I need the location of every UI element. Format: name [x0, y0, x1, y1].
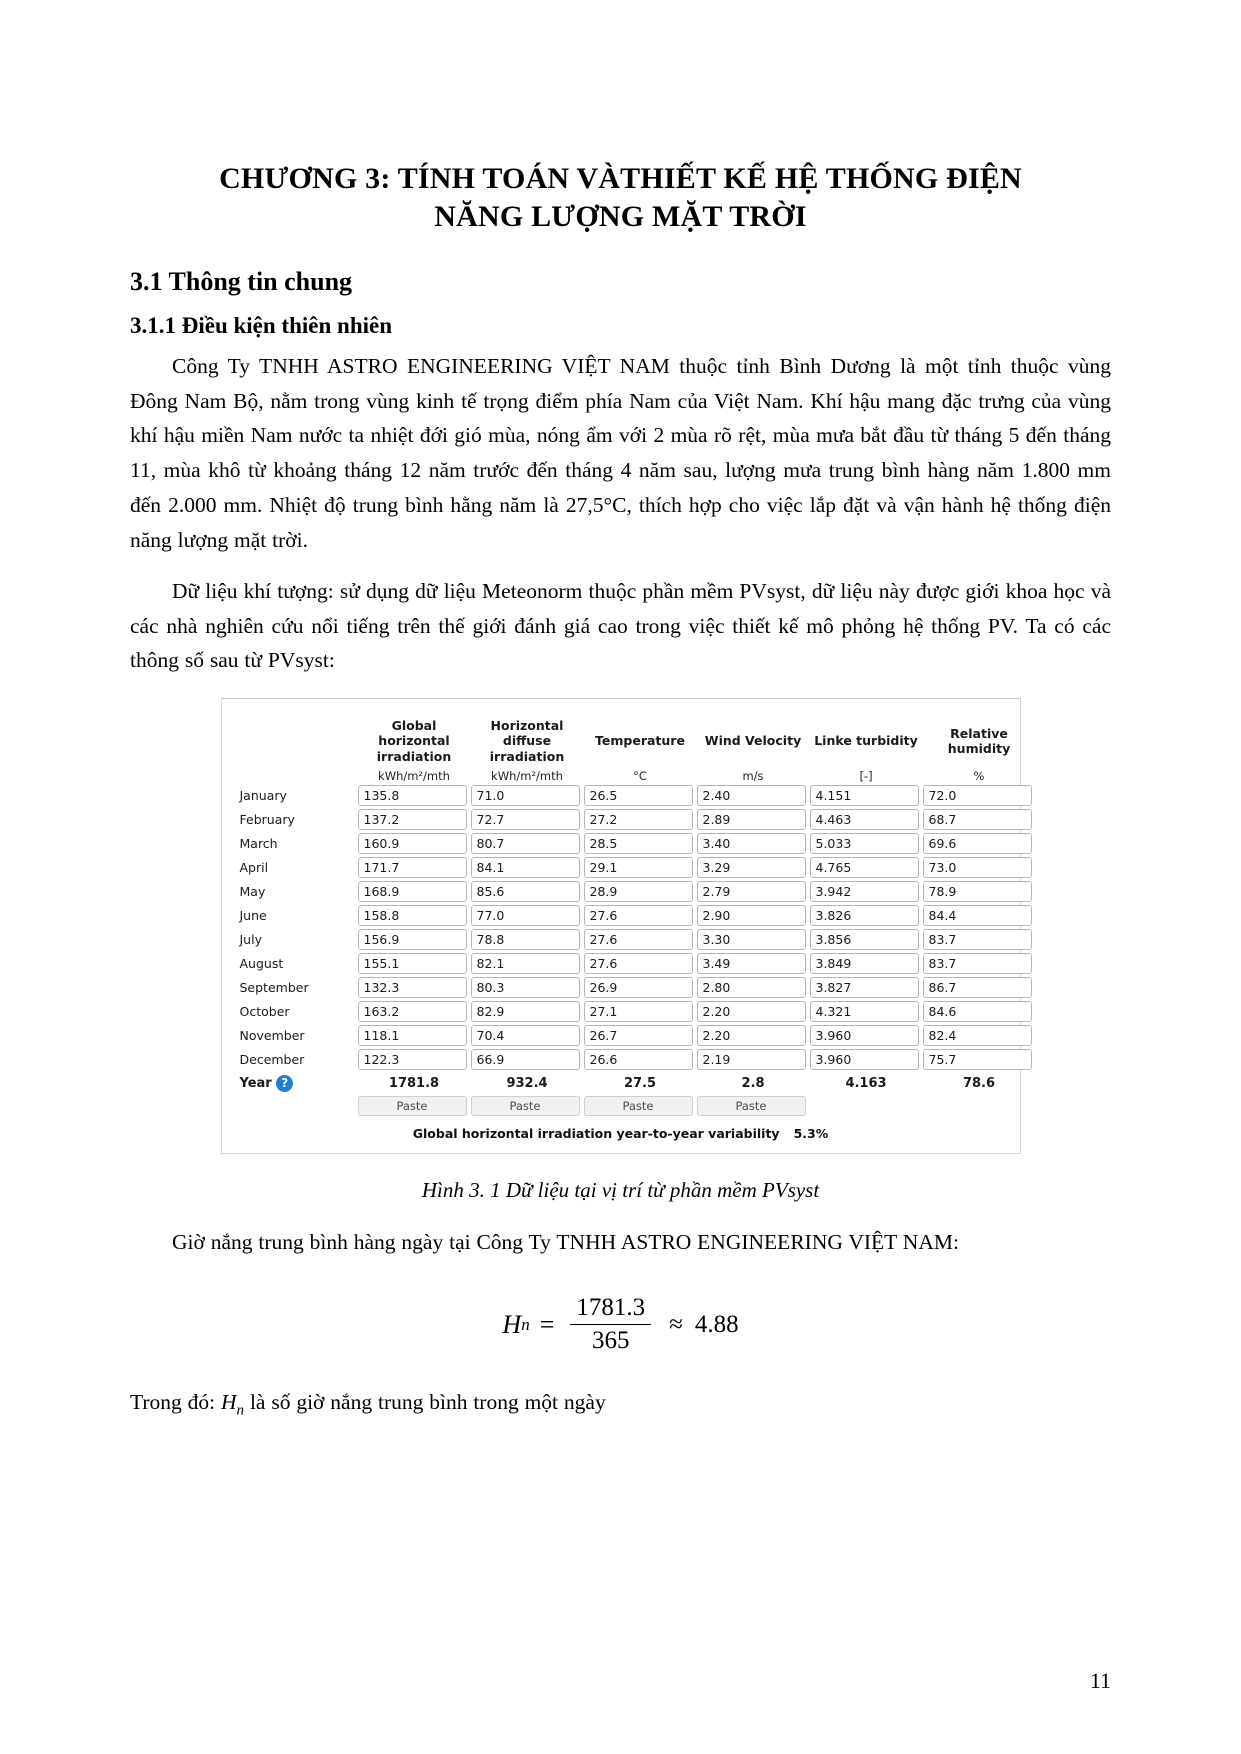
- value-field[interactable]: 29.1: [584, 857, 693, 878]
- table-row: [240, 951, 1036, 975]
- value-field[interactable]: 122.3: [358, 1049, 467, 1070]
- header-global-horizontal-irradiation: Global horizontal irradiation: [376, 717, 452, 765]
- cell-linke-turbidity: [810, 807, 923, 831]
- value-field[interactable]: 2.20: [697, 1025, 806, 1046]
- cell-relative-humidity: [923, 831, 1036, 855]
- value-field[interactable]: 5.033: [810, 833, 919, 854]
- cell-horizontal-diffuse-irradiation: [471, 975, 584, 999]
- cell-relative-humidity: [923, 999, 1036, 1023]
- value-field[interactable]: 27.6: [584, 953, 693, 974]
- value-field[interactable]: 137.2: [358, 809, 467, 830]
- value-field[interactable]: 77.0: [471, 905, 580, 926]
- value-field[interactable]: 27.1: [584, 1001, 693, 1022]
- value-field[interactable]: 2.90: [697, 905, 806, 926]
- cell-linke-turbidity: [810, 783, 923, 807]
- cell-wind-velocity: [697, 927, 810, 951]
- table-row: [240, 783, 1036, 807]
- cell-temperature: [584, 999, 697, 1023]
- table-row: [240, 999, 1036, 1023]
- value-field[interactable]: 26.9: [584, 977, 693, 998]
- value-field[interactable]: 75.7: [923, 1049, 1032, 1070]
- chapter-title-line2: NĂNG LƯỢNG MẶT TRỜI: [434, 200, 807, 234]
- cell-global-horizontal-irradiation: [358, 783, 471, 807]
- value-field[interactable]: 2.89: [697, 809, 806, 830]
- cell-horizontal-diffuse-irradiation: [471, 879, 584, 903]
- chapter-title: [160, 160, 1081, 237]
- table-header-row-titles: [240, 713, 1036, 769]
- value-field[interactable]: 82.1: [471, 953, 580, 974]
- cell-relative-humidity: [923, 1047, 1036, 1071]
- cell-global-horizontal-irradiation: [358, 807, 471, 831]
- year-value-wind-velocity: 2.8: [741, 1076, 765, 1092]
- cell-horizontal-diffuse-irradiation: [471, 855, 584, 879]
- month-label: May: [239, 883, 266, 899]
- unit-relative-humidity: %: [973, 769, 985, 784]
- cell-wind-velocity: [697, 1047, 810, 1071]
- cell-wind-velocity: [697, 783, 810, 807]
- value-field[interactable]: 4.151: [810, 785, 919, 806]
- value-field[interactable]: 4.463: [810, 809, 919, 830]
- unit-month-blank: [240, 769, 358, 783]
- value-field[interactable]: 83.7: [923, 953, 1032, 974]
- cell-linke-turbidity: [810, 831, 923, 855]
- cell-temperature: [584, 807, 697, 831]
- value-field[interactable]: 82.9: [471, 1001, 580, 1022]
- cell-global-horizontal-irradiation: [358, 951, 471, 975]
- month-label: November: [239, 1027, 305, 1043]
- value-field[interactable]: 26.7: [584, 1025, 693, 1046]
- cell-temperature: [584, 855, 697, 879]
- value-field[interactable]: 84.6: [923, 1001, 1032, 1022]
- value-field[interactable]: 27.2: [584, 809, 693, 830]
- cell-global-horizontal-irradiation: [358, 999, 471, 1023]
- formula-subscript: n: [521, 1314, 530, 1334]
- paste-button-horizontal-diffuse-irradiation[interactable]: Paste: [471, 1096, 580, 1116]
- value-field[interactable]: 2.80: [697, 977, 806, 998]
- cell-horizontal-diffuse-irradiation: [471, 1023, 584, 1047]
- cell-horizontal-diffuse-irradiation: [471, 831, 584, 855]
- cell-relative-humidity: [923, 951, 1036, 975]
- paragraph-variable-definition: [130, 1385, 1111, 1423]
- value-field[interactable]: 3.826: [810, 905, 919, 926]
- cell-wind-velocity: [697, 855, 810, 879]
- table-row: [240, 831, 1036, 855]
- month-label: August: [239, 955, 284, 971]
- cell-global-horizontal-irradiation: [358, 855, 471, 879]
- cell-wind-velocity: [697, 999, 810, 1023]
- chapter-title-line1: CHƯƠNG 3: TÍNH TOÁN VÀTHIẾT KẾ HỆ THỐNG ĐIỆN: [219, 162, 1022, 195]
- cell-relative-humidity: [923, 783, 1036, 807]
- table-row: [240, 879, 1036, 903]
- cell-horizontal-diffuse-irradiation: [471, 903, 584, 927]
- table-row-year: [240, 1071, 1036, 1092]
- year-value-horizontal-diffuse-irradiation: 932.4: [506, 1076, 548, 1092]
- value-field[interactable]: 28.5: [584, 833, 693, 854]
- paste-cell-6: [923, 1092, 1036, 1116]
- definition-subscript: n: [236, 1402, 245, 1419]
- value-field[interactable]: 155.1: [358, 953, 467, 974]
- month-label: January: [239, 787, 287, 803]
- table-row: [240, 903, 1036, 927]
- cell-relative-humidity: [923, 855, 1036, 879]
- page-number: 11: [1089, 1668, 1111, 1693]
- month-label: July: [239, 931, 262, 947]
- section-heading-3-1-1: 3.1.1 Điều kiện thiên nhiên: [130, 312, 392, 338]
- value-field[interactable]: 85.6: [471, 881, 580, 902]
- cell-temperature: [584, 783, 697, 807]
- value-field[interactable]: 3.40: [697, 833, 806, 854]
- value-field[interactable]: 118.1: [358, 1025, 467, 1046]
- value-field[interactable]: 3.29: [697, 857, 806, 878]
- cell-global-horizontal-irradiation: [358, 831, 471, 855]
- cell-global-horizontal-irradiation: [358, 903, 471, 927]
- pvsyst-table: [240, 713, 1036, 1116]
- value-field[interactable]: 171.7: [358, 857, 467, 878]
- value-field[interactable]: 28.9: [584, 881, 693, 902]
- cell-relative-humidity: [923, 927, 1036, 951]
- cell-linke-turbidity: [810, 975, 923, 999]
- month-label: June: [239, 907, 267, 923]
- figure-caption: Hình 3. 1 Dữ liệu tại vị trí từ phần mềm PVsyst: [421, 1178, 820, 1203]
- value-field[interactable]: 73.0: [923, 857, 1032, 878]
- value-field[interactable]: 72.0: [923, 785, 1032, 806]
- value-field[interactable]: 3.960: [810, 1025, 919, 1046]
- formula-equals: =: [539, 1309, 555, 1339]
- cell-temperature: [584, 831, 697, 855]
- cell-wind-velocity: [697, 903, 810, 927]
- value-field[interactable]: 80.3: [471, 977, 580, 998]
- cell-relative-humidity: [923, 1023, 1036, 1047]
- unit-wind-velocity: m/s: [742, 769, 764, 784]
- cell-temperature: [584, 927, 697, 951]
- table-row: [240, 927, 1036, 951]
- cell-wind-velocity: [697, 1023, 810, 1047]
- cell-temperature: [584, 951, 697, 975]
- header-linke-turbidity: Linke turbidity: [814, 733, 918, 749]
- paste-cell-5: [810, 1092, 923, 1116]
- formula-daily-sun-hours: [130, 1294, 1111, 1355]
- table-row-paste: [240, 1092, 1036, 1116]
- figure-pvsyst: [130, 698, 1111, 1154]
- value-field[interactable]: 2.20: [697, 1001, 806, 1022]
- header-wind-velocity: Wind Velocity: [704, 733, 802, 749]
- value-field[interactable]: 26.6: [584, 1049, 693, 1070]
- value-field[interactable]: 84.4: [923, 905, 1032, 926]
- value-field[interactable]: 26.5: [584, 785, 693, 806]
- formula-denominator: 365: [591, 1327, 630, 1355]
- cell-linke-turbidity: [810, 903, 923, 927]
- definition-suffix: là số giờ nắng trung bình trong một ngày: [244, 1390, 606, 1415]
- value-field[interactable]: 82.4: [923, 1025, 1032, 1046]
- paste-cell-2: [471, 1092, 584, 1116]
- year-label: Year: [239, 1076, 272, 1092]
- cell-temperature: [584, 879, 697, 903]
- value-field[interactable]: 69.6: [923, 833, 1032, 854]
- cell-temperature: [584, 975, 697, 999]
- value-field[interactable]: 2.19: [697, 1049, 806, 1070]
- value-field[interactable]: 132.3: [358, 977, 467, 998]
- value-field[interactable]: 80.7: [471, 833, 580, 854]
- cell-horizontal-diffuse-irradiation: [471, 783, 584, 807]
- table-row: [240, 807, 1036, 831]
- cell-horizontal-diffuse-irradiation: [471, 999, 584, 1023]
- paste-row-blank: [240, 1092, 358, 1116]
- paste-cell-3: [584, 1092, 697, 1116]
- year-value-temperature: 27.5: [623, 1076, 657, 1092]
- value-field[interactable]: 2.79: [697, 881, 806, 902]
- value-field[interactable]: 3.49: [697, 953, 806, 974]
- formula-approx-sign: ≈: [669, 1310, 683, 1338]
- month-label: October: [239, 1003, 290, 1019]
- paste-button-global-horizontal-irradiation[interactable]: Paste: [358, 1096, 467, 1116]
- cell-global-horizontal-irradiation: [358, 879, 471, 903]
- unit-global-horizontal-irradiation: kWh/m²/mth: [378, 769, 450, 784]
- cell-wind-velocity: [697, 975, 810, 999]
- cell-wind-velocity: [697, 831, 810, 855]
- cell-global-horizontal-irradiation: [358, 1023, 471, 1047]
- value-field[interactable]: 168.9: [358, 881, 467, 902]
- value-field[interactable]: 2.40: [697, 785, 806, 806]
- cell-temperature: [584, 1023, 697, 1047]
- cell-linke-turbidity: [810, 1023, 923, 1047]
- value-field[interactable]: 163.2: [358, 1001, 467, 1022]
- value-field[interactable]: 156.9: [358, 929, 467, 950]
- table-row: [240, 975, 1036, 999]
- value-field[interactable]: 158.8: [358, 905, 467, 926]
- cell-global-horizontal-irradiation: [358, 927, 471, 951]
- month-label: March: [239, 835, 278, 851]
- value-field[interactable]: 72.7: [471, 809, 580, 830]
- formula-result: 4.88: [694, 1310, 739, 1338]
- value-field[interactable]: 3.942: [810, 881, 919, 902]
- value-field[interactable]: 3.30: [697, 929, 806, 950]
- header-temperature: Temperature: [595, 733, 685, 749]
- cell-global-horizontal-irradiation: [358, 975, 471, 999]
- table-row: [240, 1047, 1036, 1071]
- footnote-value: 5.3%: [793, 1126, 829, 1142]
- cell-wind-velocity: [697, 951, 810, 975]
- cell-temperature: [584, 903, 697, 927]
- paste-button-temperature[interactable]: Paste: [584, 1096, 693, 1116]
- table-row: [240, 1023, 1036, 1047]
- year-value-global-horizontal-irradiation: 1781.8: [388, 1076, 440, 1092]
- value-field[interactable]: 27.6: [584, 929, 693, 950]
- value-field[interactable]: 27.6: [584, 905, 693, 926]
- cell-relative-humidity: [923, 975, 1036, 999]
- month-label: April: [239, 859, 269, 875]
- paste-cell-4: [697, 1092, 810, 1116]
- year-value-linke-turbidity: 4.163: [845, 1076, 887, 1092]
- header-relative-humidity: Relative humidity: [947, 725, 1011, 757]
- paragraph-sun-hours: Giờ nắng trung bình hàng ngày tại Công Ty TNHH ASTRO ENGINEERING VIỆT NAM:: [172, 1230, 959, 1255]
- month-label: February: [239, 811, 295, 827]
- value-field[interactable]: 78.9: [923, 881, 1032, 902]
- cell-horizontal-diffuse-irradiation: [471, 1047, 584, 1071]
- cell-horizontal-diffuse-irradiation: [471, 807, 584, 831]
- table-header-row-units: [240, 769, 1036, 783]
- cell-relative-humidity: [923, 903, 1036, 927]
- unit-temperature: °C: [633, 769, 647, 784]
- value-field[interactable]: 3.849: [810, 953, 919, 974]
- header-horizontal-diffuse-irradiation: Horizontal diffuse irradiation: [489, 717, 565, 765]
- definition-variable: H: [221, 1390, 237, 1415]
- year-value-relative-humidity: 78.6: [962, 1076, 996, 1092]
- help-icon[interactable]: ?: [276, 1075, 293, 1092]
- section-heading-3-1: 3.1 Thông tin chung: [130, 266, 353, 296]
- value-field[interactable]: 78.8: [471, 929, 580, 950]
- value-field[interactable]: 160.9: [358, 833, 467, 854]
- value-field[interactable]: 3.960: [810, 1049, 919, 1070]
- cell-wind-velocity: [697, 807, 810, 831]
- pvsyst-table-body: [240, 783, 1036, 1071]
- cell-linke-turbidity: [810, 1047, 923, 1071]
- unit-linke-turbidity: [-]: [859, 769, 873, 784]
- unit-horizontal-diffuse-irradiation: kWh/m²/mth: [491, 769, 563, 784]
- cell-relative-humidity: [923, 879, 1036, 903]
- value-field[interactable]: 71.0: [471, 785, 580, 806]
- year-label-cell: [240, 1071, 358, 1092]
- cell-linke-turbidity: [810, 927, 923, 951]
- formula-variable: H: [502, 1309, 522, 1339]
- value-field[interactable]: 68.7: [923, 809, 1032, 830]
- cell-global-horizontal-irradiation: [358, 1047, 471, 1071]
- value-field[interactable]: 3.856: [810, 929, 919, 950]
- value-field[interactable]: 4.765: [810, 857, 919, 878]
- paste-cell-1: [358, 1092, 471, 1116]
- paragraph-meteonorm-data: Dữ liệu khí tượng: sử dụng dữ liệu Meteonorm thuộc phần mềm PVsyst, dữ liệu này được giới khoa học và các nhà nghiên cứu nổi tiếng trên thế giới đánh giá cao trong việc thiết kế mô phỏng hệ thống PV. Ta có các thông số sau từ PVsyst:: [130, 578, 1111, 673]
- value-field[interactable]: 66.9: [471, 1049, 580, 1070]
- cell-linke-turbidity: [810, 855, 923, 879]
- cell-linke-turbidity: [810, 999, 923, 1023]
- cell-relative-humidity: [923, 807, 1036, 831]
- definition-prefix: Trong đó:: [130, 1390, 222, 1415]
- value-field[interactable]: 3.827: [810, 977, 919, 998]
- cell-horizontal-diffuse-irradiation: [471, 927, 584, 951]
- cell-linke-turbidity: [810, 951, 923, 975]
- pvsyst-table-footer: [240, 1071, 1036, 1116]
- table-row: [240, 855, 1036, 879]
- header-month-blank: [240, 713, 358, 769]
- cell-temperature: [584, 1047, 697, 1071]
- paste-button-wind-velocity[interactable]: Paste: [697, 1096, 806, 1116]
- formula-fraction: [570, 1294, 651, 1355]
- value-field[interactable]: 86.7: [923, 977, 1032, 998]
- cell-wind-velocity: [697, 879, 810, 903]
- value-field[interactable]: 4.321: [810, 1001, 919, 1022]
- pvsyst-data-panel: [221, 698, 1021, 1154]
- value-field[interactable]: 84.1: [471, 857, 580, 878]
- paragraph-natural-conditions: Công Ty TNHH ASTRO ENGINEERING VIỆT NAM thuộc tỉnh Bình Dương là một tỉnh thuộc vùng Đông Nam Bộ, nằm trong vùng kinh tế trọng điểm phía Nam của Việt Nam. Khí hậu mang đặc trưng của vùng khí hậu miền Nam nước ta nhiệt đới gió mùa, nóng ẩm với 2 mùa rõ rệt, mùa mưa bắt đầu từ tháng 5 đến tháng 11, mùa khô từ khoảng tháng 12 năm trước đến tháng 4 năm sau, lượng mưa trung bình hàng năm 1.800 mm đến 2.000 mm. Nhiệt độ trung bình hằng năm là 27,5°C, thích hợp cho việc lắp đặt và vận hành hệ thống điện năng lượng mặt trời.: [130, 353, 1111, 552]
- formula-numerator: 1781.3: [570, 1294, 651, 1325]
- month-label: September: [239, 979, 309, 995]
- value-field[interactable]: 83.7: [923, 929, 1032, 950]
- cell-horizontal-diffuse-irradiation: [471, 951, 584, 975]
- value-field[interactable]: 135.8: [358, 785, 467, 806]
- pvsyst-footnote: [240, 1126, 1002, 1141]
- footnote-text: Global horizontal irradiation year-to-year variability: [412, 1126, 780, 1142]
- month-label: December: [239, 1051, 305, 1067]
- cell-linke-turbidity: [810, 879, 923, 903]
- value-field[interactable]: 70.4: [471, 1025, 580, 1046]
